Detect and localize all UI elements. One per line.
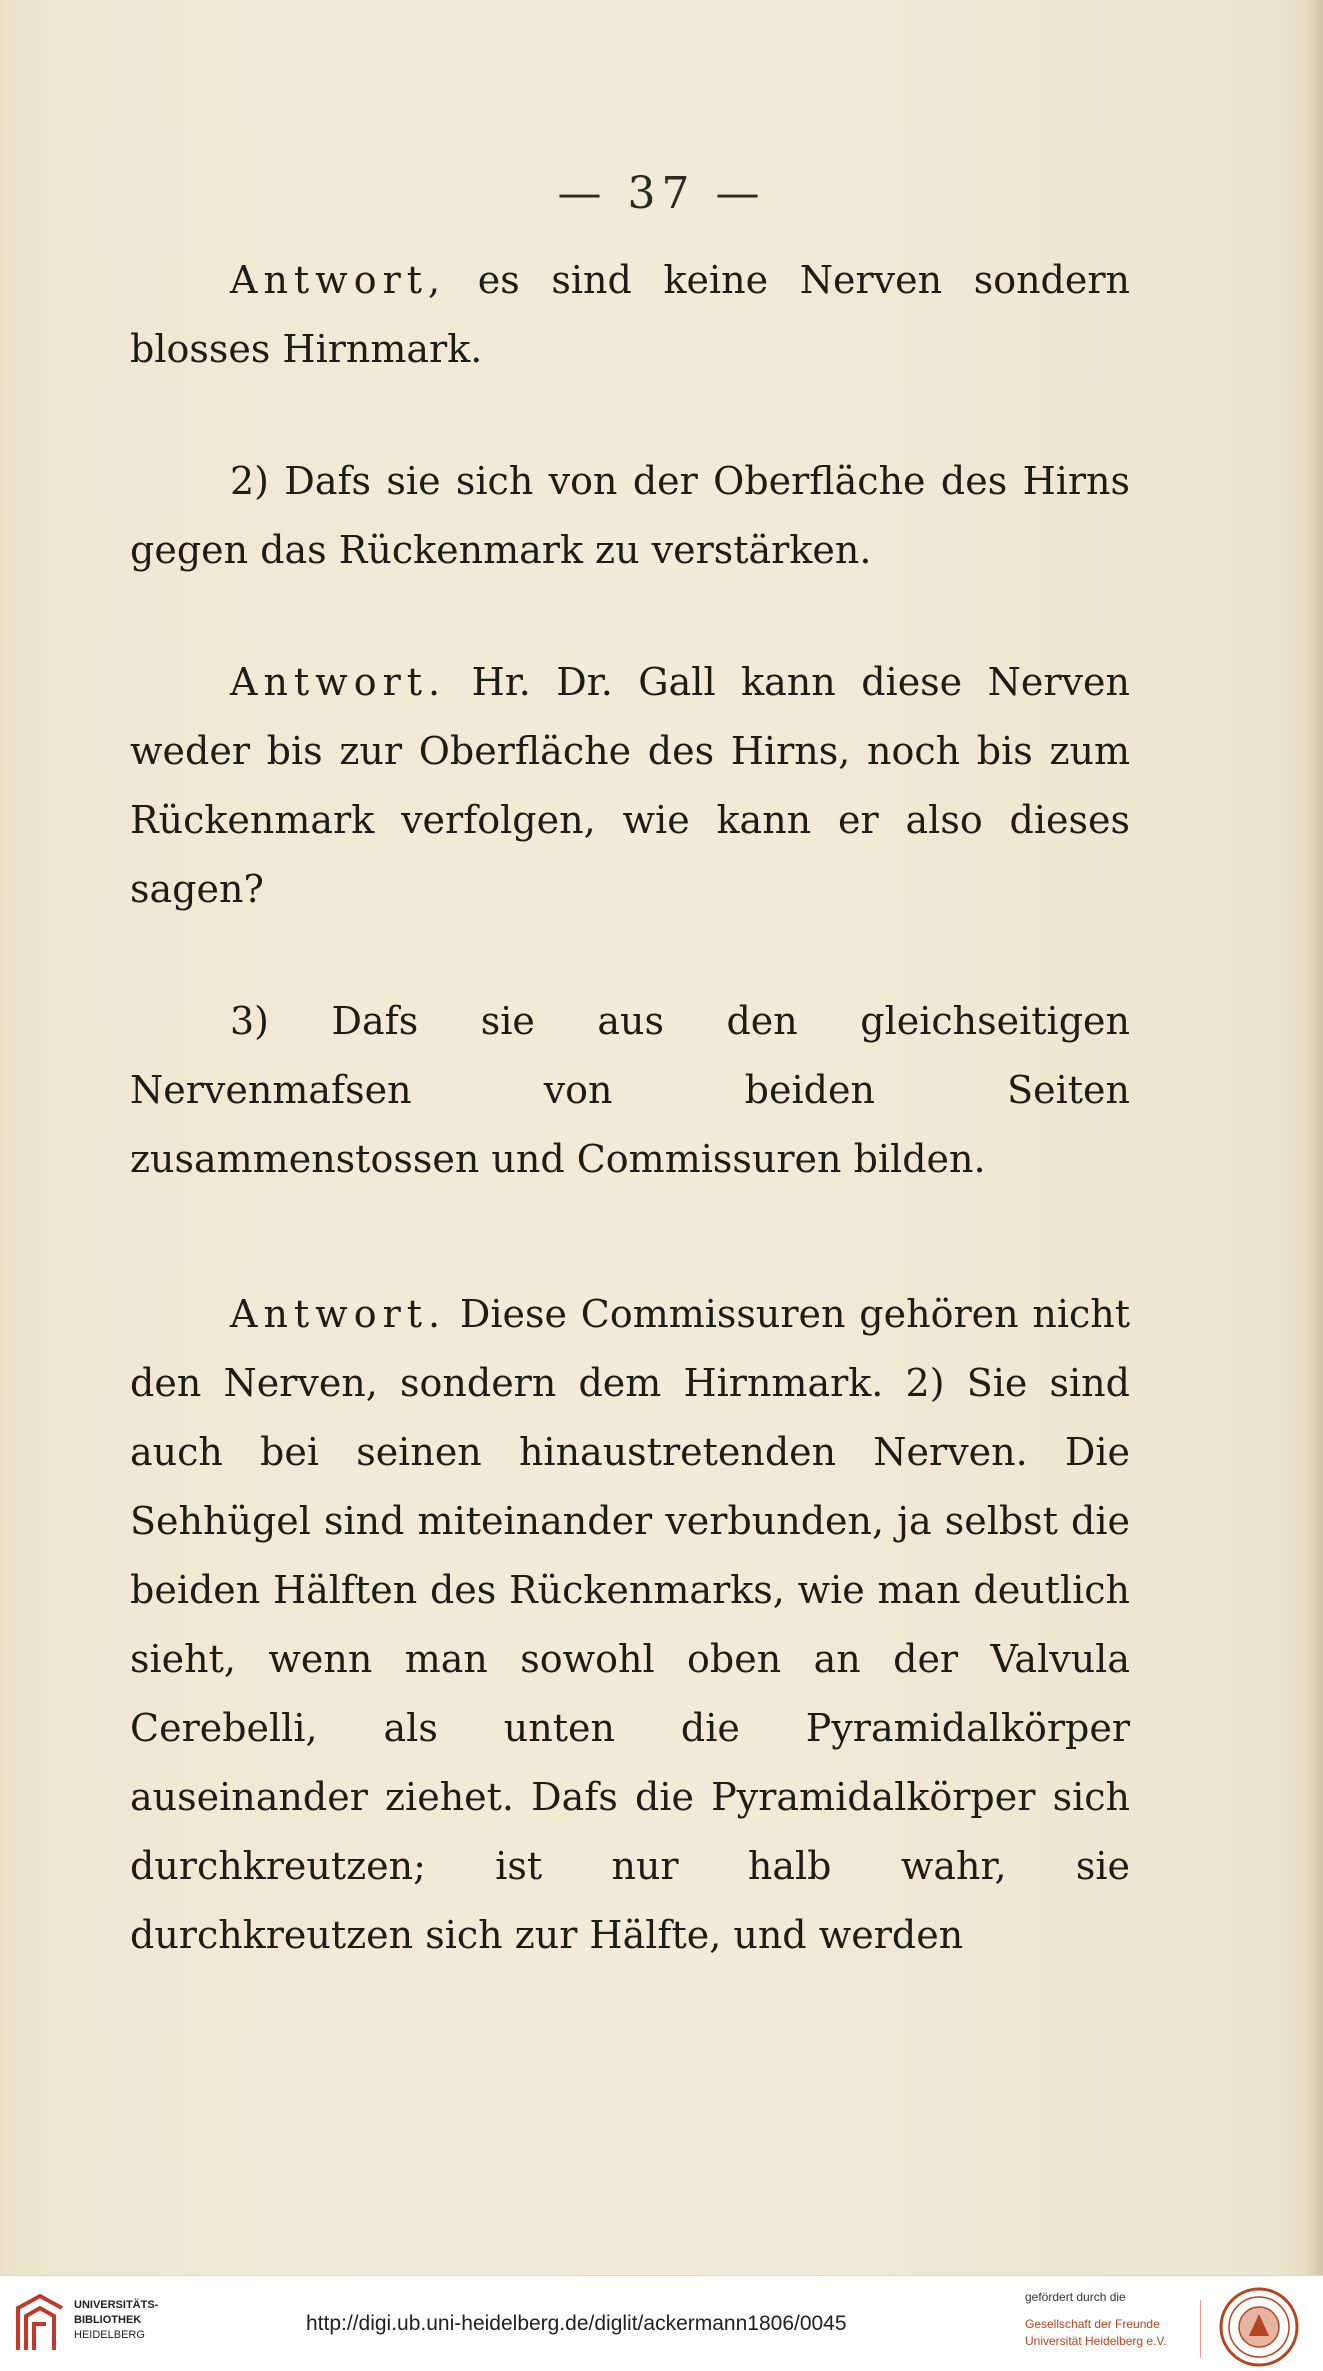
page-edge-shadow: [1305, 0, 1323, 2275]
paragraph-2: [130, 447, 1130, 585]
paragraph-5-text: Diese Commissuren gehören nicht den Nerven, sondern dem Hirnmark. 2) Sie sind auch bei seinen hinaustretenden Nerven. Die Sehhügel sind miteinander verbunden, ja selbst die beiden Hälften des Rückenmarks, wie man deutlich sieht, wenn man sowohl oben an der Valvula Cerebelli, als unten die Pyramidalkörper auseinander ziehet. Dafs die Pyramidalkörper sich durchkreutzen; ist nur halb wahr, sie durchkreutzen sich zur Hälfte, und werden: [130, 1292, 1130, 1957]
paragraph-1-lead: Antwort,: [230, 258, 447, 302]
paragraph-3-text: Hr. Dr. Gall kann diese Nerven weder bis zur Oberfläche des Hirns, noch bis zum Rückenmark verfolgen, wie kann er also dieses sagen?: [130, 660, 1130, 911]
library-name-line-3: HEIDELBERG: [74, 2329, 145, 2341]
sponsor-name-line-2: Universität Heidelberg e.V.: [1025, 2334, 1167, 2348]
library-name-line-2: BIBLIOTHEK: [74, 2314, 142, 2326]
paragraph-4-text: Dafs sie aus den gleichseitigen Nervenmafsen von beiden Seiten zusammenstossen und Commissuren bilden.: [130, 999, 1130, 1181]
library-name: [74, 2298, 158, 2343]
permalink-url[interactable]: http://digi.ub.uni-heidelberg.de/diglit/ackermann1806/0045: [306, 2312, 847, 2335]
paragraph-2-lead: 2): [230, 459, 270, 503]
page-text-body: [130, 246, 1130, 1970]
university-seal-icon: [1218, 2286, 1300, 2368]
paragraph-5-lead: Antwort.: [230, 1292, 447, 1336]
sponsor-name-line-1: Gesellschaft der Freunde: [1025, 2317, 1160, 2331]
paragraph-1-text: es sind keine Nerven sondern blosses Hirnmark.: [130, 258, 1130, 371]
paragraph-4: [130, 987, 1130, 1194]
page-number: — 37 —: [557, 168, 766, 219]
digitization-footer: [0, 2275, 1323, 2371]
paragraph-5: [130, 1280, 1130, 1970]
paragraph-2-text: Dafs sie sich von der Oberfläche des Hirns gegen das Rückenmark zu verstärken.: [130, 459, 1130, 572]
paragraph-3: [130, 648, 1130, 924]
paragraph-4-lead: 3): [230, 999, 270, 1043]
sponsor-note: gefördert durch die: [1025, 2290, 1126, 2304]
paragraph-1: [130, 246, 1130, 384]
sponsor-name: [1025, 2316, 1167, 2350]
university-library-logo-icon: [14, 2290, 66, 2356]
library-name-line-1: UNIVERSITÄTS-: [74, 2299, 159, 2311]
sponsor-divider: [1200, 2300, 1201, 2358]
paragraph-3-lead: Antwort.: [230, 660, 447, 704]
